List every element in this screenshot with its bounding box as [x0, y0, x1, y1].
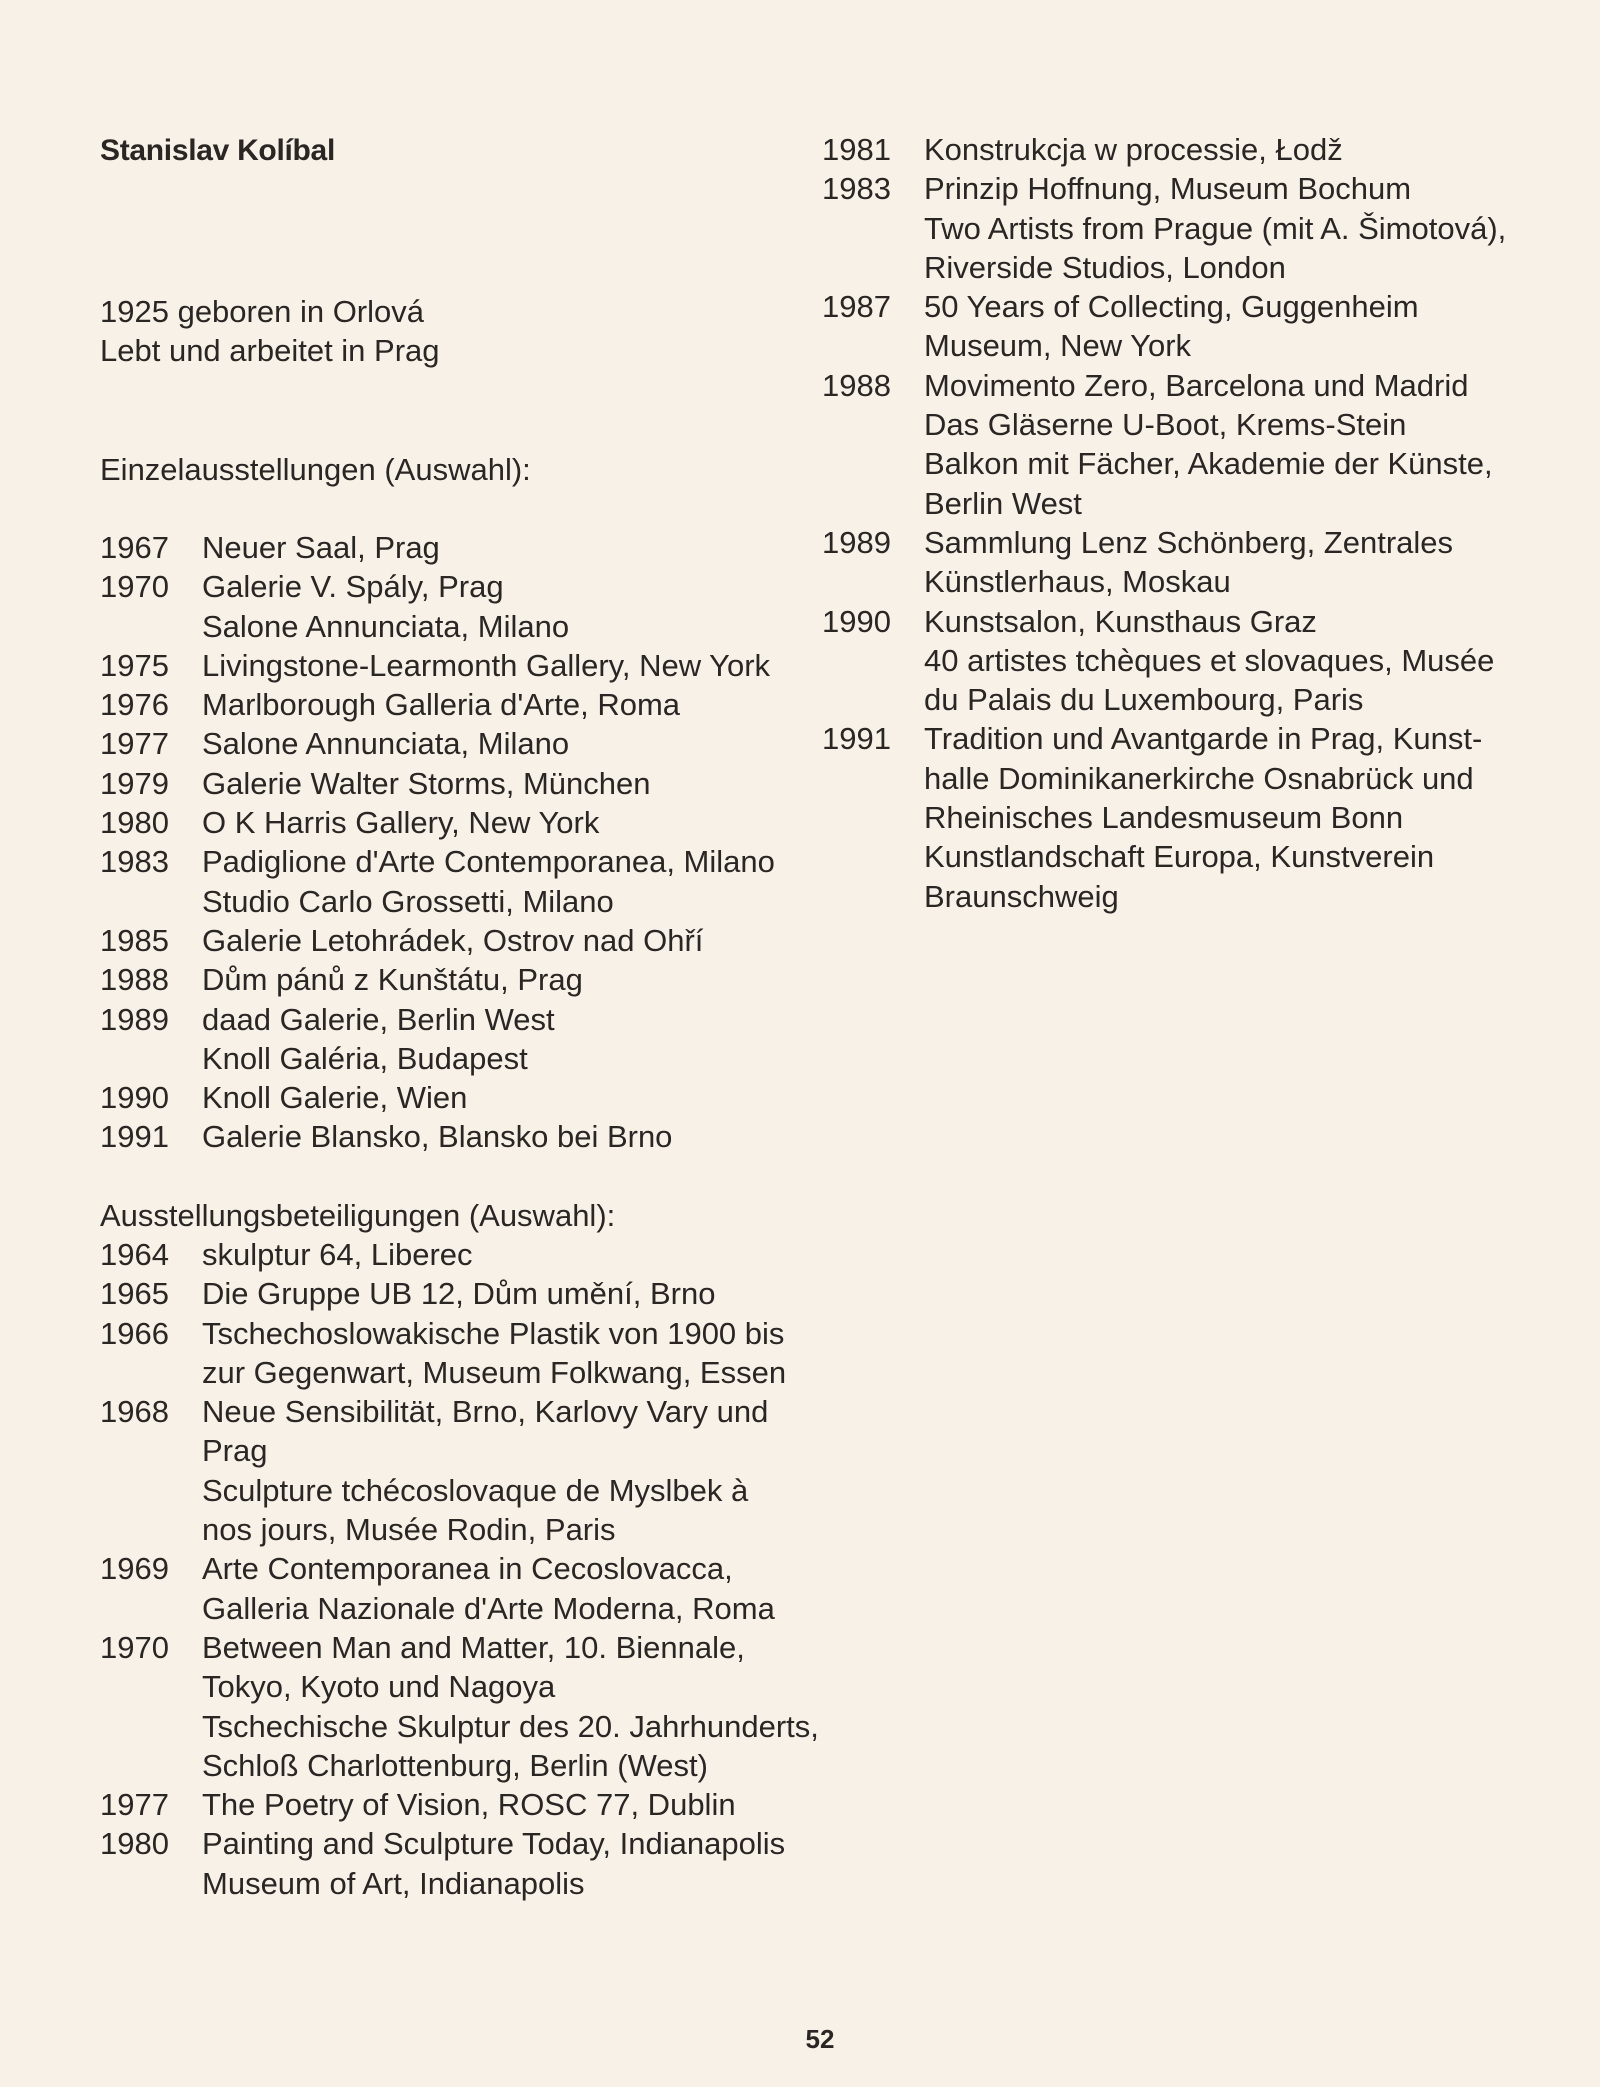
exhibition-year: 1964 — [100, 1237, 169, 1272]
exhibition-year: 1983 — [100, 844, 169, 880]
exhibition-items — [924, 523, 1506, 602]
artist-name-heading: Stanislav Kolíbal — [100, 134, 335, 167]
exhibition-year: 1985 — [100, 922, 169, 958]
group-exhibitions-list-right — [822, 130, 1506, 916]
exhibition-items — [202, 1235, 819, 1274]
exhibition-item: Livingstone-Learmonth Gallery, New York — [202, 647, 771, 683]
exhibition-items — [924, 719, 1506, 915]
exhibition-entry — [100, 646, 775, 685]
exhibition-item: Tradition und Avantgarde in Prag, Kunst- — [924, 721, 1483, 757]
exhibition-item: Sculpture tchécoslovaque de Myslbek à — [202, 1472, 749, 1508]
exhibition-item: Knoll Galéria, Budapest — [202, 1040, 528, 1076]
exhibition-entry — [822, 287, 1506, 366]
exhibition-items — [924, 130, 1506, 169]
exhibition-entry — [100, 921, 775, 960]
exhibition-item: nos jours, Musée Rodin, Paris — [202, 1512, 616, 1548]
exhibition-item: Balkon mit Fächer, Akademie der Künste, — [924, 446, 1493, 482]
exhibition-item: du Palais du Luxembourg, Paris — [924, 682, 1364, 718]
exhibition-entry — [100, 724, 775, 763]
exhibition-entry — [100, 764, 775, 803]
exhibition-item: Neue Sensibilität, Brno, Karlovy Vary und — [202, 1394, 769, 1430]
exhibition-year: 1988 — [822, 367, 891, 403]
exhibition-entry — [100, 842, 775, 921]
exhibition-year: 1969 — [100, 1551, 169, 1587]
bio-line: 1925 geboren in Orlová — [100, 294, 425, 329]
exhibition-item: Arte Contemporanea in Cecoslovacca, — [202, 1551, 733, 1587]
exhibition-items — [202, 764, 775, 803]
exhibition-items — [202, 1078, 775, 1117]
exhibition-item: Die Gruppe UB 12, Dům umění, Brno — [202, 1276, 716, 1312]
exhibition-year: 1991 — [100, 1119, 169, 1155]
exhibition-year: 1966 — [100, 1315, 169, 1351]
bio-line: Lebt und arbeitet in Prag — [100, 333, 440, 368]
exhibition-item: Between Man and Matter, 10. Biennale, — [202, 1629, 745, 1665]
exhibition-items — [202, 1824, 819, 1903]
exhibition-entry — [100, 1274, 819, 1313]
exhibition-items — [202, 724, 775, 763]
exhibition-items — [202, 803, 775, 842]
exhibition-items — [202, 646, 775, 685]
exhibition-item: Museum of Art, Indianapolis — [202, 1865, 585, 1901]
exhibition-items — [202, 1549, 819, 1628]
exhibition-items — [924, 366, 1506, 523]
exhibition-year: 1975 — [100, 647, 169, 683]
exhibition-entry — [100, 1235, 819, 1274]
exhibition-item: zur Gegenwart, Museum Folkwang, Essen — [202, 1354, 787, 1390]
exhibition-item: Padiglione d'Arte Contemporanea, Milano — [202, 844, 775, 880]
exhibition-year: 1990 — [822, 603, 891, 639]
group-exhibitions-heading: Ausstellungsbeteiligungen (Auswahl): — [100, 1198, 616, 1233]
exhibition-entry — [822, 366, 1506, 523]
exhibition-item: Neuer Saal, Prag — [202, 530, 440, 565]
exhibition-entry — [100, 960, 775, 999]
exhibition-year: 1965 — [100, 1276, 169, 1312]
exhibition-entry — [100, 1785, 819, 1824]
exhibition-item: Galleria Nazionale d'Arte Moderna, Roma — [202, 1590, 775, 1626]
exhibition-item: Sammlung Lenz Schönberg, Zentrales — [924, 524, 1454, 560]
exhibition-item: Salone Annunciata, Milano — [202, 726, 570, 762]
group-exhibitions-list-left — [100, 1235, 819, 1903]
exhibition-year: 1981 — [822, 132, 891, 167]
exhibition-entry — [100, 1314, 819, 1393]
exhibition-item: Kunstsalon, Kunsthaus Graz — [924, 603, 1317, 639]
exhibition-item: Riverside Studios, London — [924, 249, 1286, 285]
exhibition-item: Tschechoslowakische Plastik von 1900 bis — [202, 1315, 785, 1351]
exhibition-item: Künstlerhaus, Moskau — [924, 564, 1231, 600]
exhibition-items — [202, 1628, 819, 1785]
exhibition-year: 1977 — [100, 1787, 169, 1823]
exhibition-year: 1967 — [100, 530, 169, 565]
exhibition-item: Braunschweig — [924, 878, 1119, 914]
exhibition-items — [202, 1785, 819, 1824]
exhibition-item: Schloß Charlottenburg, Berlin (West) — [202, 1747, 708, 1783]
exhibition-entry — [100, 1392, 819, 1549]
exhibition-item: Salone Annunciata, Milano — [202, 608, 570, 644]
exhibition-item: Galerie Walter Storms, München — [202, 765, 651, 801]
exhibition-item: 40 artistes tchèques et slovaques, Musée — [924, 642, 1495, 678]
exhibition-items — [202, 921, 775, 960]
exhibition-year: 1970 — [100, 1629, 169, 1665]
exhibition-items — [202, 1117, 775, 1156]
exhibition-items — [924, 602, 1506, 720]
exhibition-item: Kunstlandschaft Europa, Kunstverein — [924, 839, 1435, 875]
exhibition-item: Das Gläserne U-Boot, Krems-Stein — [924, 407, 1407, 443]
exhibition-item: 50 Years of Collecting, Guggenheim — [924, 289, 1419, 325]
exhibition-items — [202, 842, 775, 921]
exhibition-entry — [822, 602, 1506, 720]
exhibition-items — [202, 1274, 819, 1313]
exhibition-year: 1988 — [100, 962, 169, 998]
exhibition-entry — [100, 803, 775, 842]
exhibition-year: 1970 — [100, 569, 169, 605]
exhibition-entry — [822, 169, 1506, 287]
exhibition-item: Galerie V. Spály, Prag — [202, 569, 504, 605]
exhibition-entry — [822, 130, 1506, 169]
exhibition-item: Prinzip Hoffnung, Museum Bochum — [924, 171, 1412, 207]
exhibition-item: Berlin West — [924, 485, 1082, 521]
exhibition-year: 1989 — [822, 524, 891, 560]
page-number: 52 — [805, 2024, 835, 2054]
exhibition-year: 1979 — [100, 765, 169, 801]
exhibition-item: Dům pánů z Kunštátu, Prag — [202, 962, 583, 998]
exhibition-entry — [100, 528, 775, 567]
exhibition-year: 1987 — [822, 289, 891, 325]
exhibition-item: skulptur 64, Liberec — [202, 1237, 473, 1272]
exhibition-item: O K Harris Gallery, New York — [202, 805, 600, 841]
exhibition-items — [202, 1314, 819, 1393]
exhibition-entry — [822, 523, 1506, 602]
exhibition-item: Movimento Zero, Barcelona und Madrid — [924, 367, 1469, 403]
exhibition-items — [202, 960, 775, 999]
exhibition-entry — [100, 1549, 819, 1628]
exhibition-items — [202, 528, 775, 567]
exhibition-item: Painting and Sculpture Today, Indianapolis — [202, 1826, 786, 1862]
exhibition-year: 1980 — [100, 1826, 169, 1862]
exhibition-year: 1990 — [100, 1080, 169, 1116]
exhibition-year: 1977 — [100, 726, 169, 762]
exhibition-item: The Poetry of Vision, ROSC 77, Dublin — [202, 1787, 736, 1823]
exhibition-item: Prag — [202, 1433, 268, 1469]
exhibition-item: Two Artists from Prague (mit A. Šimotová), — [924, 210, 1507, 246]
exhibition-item: Tschechische Skulptur des 20. Jahrhunderts, — [202, 1708, 819, 1744]
exhibition-year: 1991 — [822, 721, 891, 757]
exhibition-items — [202, 1392, 819, 1549]
exhibition-entry — [100, 1628, 819, 1785]
exhibition-entry — [100, 567, 775, 646]
exhibition-item: Museum, New York — [924, 328, 1192, 364]
exhibition-item: Marlborough Galleria d'Arte, Roma — [202, 687, 681, 723]
solo-exhibitions-heading: Einzelausstellungen (Auswahl): — [100, 452, 531, 487]
exhibition-items — [924, 287, 1506, 366]
exhibition-item: Galerie Letohrádek, Ostrov nad Ohří — [202, 922, 704, 958]
exhibition-entry — [100, 1117, 775, 1156]
exhibition-item: Knoll Galerie, Wien — [202, 1080, 468, 1116]
exhibition-year: 1983 — [822, 171, 891, 207]
exhibition-entry — [100, 1000, 775, 1079]
exhibition-entry — [100, 685, 775, 724]
exhibition-items — [202, 567, 775, 646]
exhibition-entry — [822, 719, 1506, 915]
exhibition-item: Galerie Blansko, Blansko bei Brno — [202, 1119, 673, 1155]
exhibition-items — [202, 685, 775, 724]
exhibition-item: Rheinisches Landesmuseum Bonn — [924, 800, 1404, 836]
exhibition-item: Studio Carlo Grossetti, Milano — [202, 883, 614, 919]
exhibition-entry — [100, 1078, 775, 1117]
exhibition-entry — [100, 1824, 819, 1903]
exhibition-item: Konstrukcja w processie, Łodž — [924, 132, 1343, 167]
exhibition-item: Tokyo, Kyoto und Nagoya — [202, 1669, 556, 1705]
exhibition-item: daad Galerie, Berlin West — [202, 1001, 555, 1037]
solo-exhibitions-list — [100, 528, 775, 1157]
exhibition-year: 1980 — [100, 805, 169, 841]
exhibition-year: 1976 — [100, 687, 169, 723]
exhibition-year: 1968 — [100, 1394, 169, 1430]
exhibition-items — [202, 1000, 775, 1079]
biography — [100, 292, 440, 370]
exhibition-item: halle Dominikanerkirche Osnabrück und — [924, 760, 1474, 796]
exhibition-year: 1989 — [100, 1001, 169, 1037]
exhibition-items — [924, 169, 1506, 287]
